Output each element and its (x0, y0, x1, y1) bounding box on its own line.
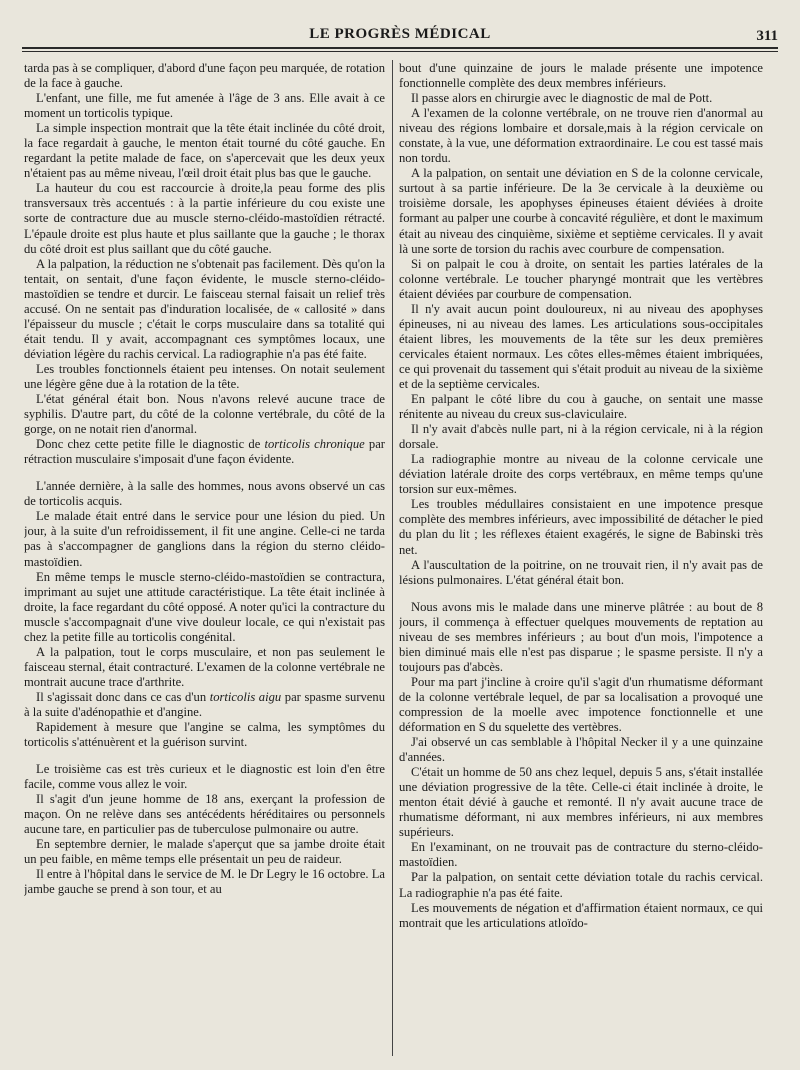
paragraph: A la palpation, la réduction ne s'obtenait pas facilement. Dès qu'on la tentait, on sentait, d'une façon évidente, le muscle sterno-cléido-mastoïdien se tendre et durcir. Le faisceau sternal faisait un relief très accusé. On ne sentait pas d'induration localisée, de « callosité » dans l'épaisseur du muscle ; c'était le corps musculaire dans sa totalité qui était tendu. Il y avait, accompagnant ces symptômes locaux, une déviation légère du rachis cervical. La radiographie n'a pas été faite. (24, 256, 385, 361)
paragraph: Pour ma part j'incline à croire qu'il s'agit d'un rhumatisme déformant de la colonne vertébrale lequel, de par sa localisation a provoqué une compression de la moelle avec impotence fonctionnelle et une déformation en S du squelette des vertèbres. (399, 674, 763, 735)
paragraph: L'année dernière, à la salle des hommes, nous avons observé un cas de torticolis acquis. (24, 479, 385, 509)
paragraph: bout d'une quinzaine de jours le malade présente une impotence fonctionnelle complète des deux membres inférieurs. (399, 61, 763, 91)
paragraph: Il n'y avait d'abcès nulle part, ni à la région cervicale, ni à la région dorsale. (399, 422, 763, 452)
paragraph: J'ai observé un cas semblable à l'hôpital Necker il y a une quinzaine d'années. (399, 735, 763, 765)
paragraph-text: Donc chez cette petite fille le diagnostic de (36, 437, 265, 452)
paragraph: Le malade était entré dans le service pour une lésion du pied. Un jour, à la suite d'un refroidissement, il fit une angine. Celle-ci ne tarda pas à s'accompagner de ganglions dans la région du sterno cléido-mastoïdien. (24, 509, 385, 569)
paragraph: La hauteur du cou est raccourcie à droite,la peau forme des plis transversaux très accentués : à la partie inférieure du cou existe une sorte de contracture due au muscle sterno-cléido-mastoïdien rétracté. L'épaule droite est plus haute et plus saillante que la gauche ; le thorax du côté droit est plus saillant que du côté gauche. (24, 181, 385, 256)
paragraph: C'était un homme de 50 ans chez lequel, depuis 5 ans, s'était installée une déviation progressive de la tête. Celle-ci était inclinée à droite, le menton était dévié à gauche et remonté. Il n'y avait aucune trace de rhumatisme déformant, ni aux membres inférieurs, ni aux membres supérieurs. (399, 765, 763, 840)
left-column (24, 61, 385, 1066)
running-head (22, 22, 778, 46)
paragraph: A la palpation, on sentait une déviation en S de la colonne cervicale, surtout à sa partie inférieure. De la 3e cervicale à la deuxième ou troisième dorsale, les apophyses épineuses étaient déviées à droite formant au palper une courbe à concavité régulière, et dont le maximum était au niveau des cinquième, sixième et septième cervicales. Il y avait là une sorte de torsion du rachis avec courbure de compensation. (399, 166, 763, 256)
paragraph: L'enfant, une fille, me fut amenée à l'âge de 3 ans. Elle avait à ce moment un torticolis typique. (24, 91, 385, 121)
header-rule-thin (22, 51, 778, 52)
paragraph: A la palpation, tout le corps musculaire, et non pas seulement le faisceau sternal, était contracturé. L'examen de la colonne vertébrale ne montrait aucune trace d'arthrite. (24, 644, 385, 689)
paragraph: Par la palpation, on sentait cette déviation totale du rachis cervical. La radiographie n'a pas été faite. (399, 870, 763, 900)
paragraph: Les troubles fonctionnels étaient peu intenses. On notait seulement une légère gêne due à la rotation de la tête. (24, 361, 385, 391)
journal-title: LE PROGRÈS MÉDICAL (309, 26, 491, 42)
paragraph: Si on palpait le cou à droite, on sentait les parties latérales de la colonne vertébrale. Le toucher pharyngé montrait que les vertèbres étaient déviées par courbure de compensation. (399, 256, 763, 301)
paragraph: En l'examinant, on ne trouvait pas de contracture du sterno-cléido-mastoïdien. (399, 840, 763, 870)
paragraph: En même temps le muscle sterno-cléido-mastoïdien se contractura, imprimant au sujet une attitude caractéristique. La tête était inclinée à droite, la face regardant du côté opposé. A noter qu'ici la contracture du muscle s'accompagnait d'une vive douleur locale, ce qui n'existait pas chez la petite fille au torticolis congénital. (24, 569, 385, 644)
header-rule (22, 47, 778, 49)
paragraph (24, 437, 385, 467)
paragraph: tarda pas à se compliquer, d'abord d'une façon peu marquée, de rotation de la face à gauche. (24, 61, 385, 91)
paragraph-text: par rétraction musculaire s'imposait d'une façon évidente. (24, 437, 385, 467)
paragraph (24, 690, 385, 720)
paragraph-text: par spasme survenu à la suite d'adénopathie et d'angine. (24, 689, 385, 719)
paragraph: La simple inspection montrait que la tête était inclinée du côté droit, la face regardait à gauche, le menton était tourné du côté gauche. En regardant la petite malade de face, on s'apercevait que les deux yeux n'étaient pas au même niveau, l'œil droit était plus bas que le gauche. (24, 121, 385, 181)
paragraph: Rapidement à mesure que l'angine se calma, les symptômes du torticolis s'atténuèrent et la guérison survint. (24, 720, 385, 750)
paragraph: Il s'agit d'un jeune homme de 18 ans, exerçant la profession de maçon. On ne relève dans ses antécédents héréditaires ou personnels aucune tare, en particulier pas de tuberculose pulmonaire ou autre. (24, 792, 385, 837)
paragraph: Les troubles médullaires consistaient en une impotence presque complète des membres inférieurs, avec impossibilité de détacher le pied du plan du lit ; les réflexes étaient exagérés, le signe de Babinski très net. (399, 497, 763, 557)
paragraph: Il n'y avait aucun point douloureux, ni au niveau des apophyses épineuses, ni au niveau des lames. Les articulations sous-occipitales étaient libres, les mouvements de la tête sur les deux premières cervicales étaient normaux. Les côtes elles-mêmes étaient imbriquées, ce qui provenait du tassement qui s'était produit au niveau de la sixième et de la septième cervicales. (399, 301, 763, 391)
paragraph: L'état général était bon. Nous n'avons relevé aucune trace de syphilis. D'autre part, du côté de la colonne vertébrale, du côté de la gorge, on ne notait rien d'anormal. (24, 392, 385, 437)
paragraph: Il entre à l'hôpital dans le service de M. le Dr Legry le 16 octobre. La jambe gauche se prend à son tour, et au (24, 867, 385, 897)
paragraph: Les mouvements de négation et d'affirmation étaient normaux, ce qui montrait que les articulations atloïdo- (399, 900, 763, 930)
paragraph: En palpant le côté libre du cou à gauche, on sentait une masse rénitente au niveau du creux sus-claviculaire. (399, 392, 763, 422)
paragraph: A l'auscultation de la poitrine, on ne trouvait rien, il n'y avait pas de lésions pulmonaires. L'état général était bon. (399, 557, 763, 587)
paragraph: Il passe alors en chirurgie avec le diagnostic de mal de Pott. (411, 91, 713, 106)
page-number: 311 (756, 28, 778, 44)
paragraph: En septembre dernier, le malade s'aperçut que sa jambe droite était un peu faible, en même temps elle présentait un peu de raideur. (24, 837, 385, 867)
paragraph: A l'examen de la colonne vertébrale, on ne trouve rien d'anormal au niveau des régions lombaire et dorsale,mais à la région cervicale on constate, à la vue, une déformation extraordinaire. Le cou est tassé mais non tordu. (399, 106, 763, 166)
paragraph-text: Il s'agissait donc dans ce cas d'un (36, 689, 210, 704)
column-divider (392, 60, 393, 1056)
paragraph: La radiographie montre au niveau de la colonne cervicale une déviation latérale droite des corps vertébraux, en même temps qu'une torsion sur eux-mêmes. (399, 452, 763, 497)
right-column (399, 61, 763, 1066)
paragraph: Nous avons mis le malade dans une minerve plâtrée : au bout de 8 jours, il commença à effectuer quelques mouvements de reptation au niveau de ses membres inférieurs ; au bout d'un mois, l'impotence a bien diminué mais elle n'est pas disparue ; le spasme persiste. Il n'y a toujours pas d'abcès. (399, 599, 763, 674)
paragraph: Le troisième cas est très curieux et le diagnostic est loin d'en être facile, comme vous allez le voir. (24, 762, 385, 792)
italic-term: torticolis chronique (264, 437, 365, 452)
italic-term: torticolis aigu (209, 689, 282, 704)
